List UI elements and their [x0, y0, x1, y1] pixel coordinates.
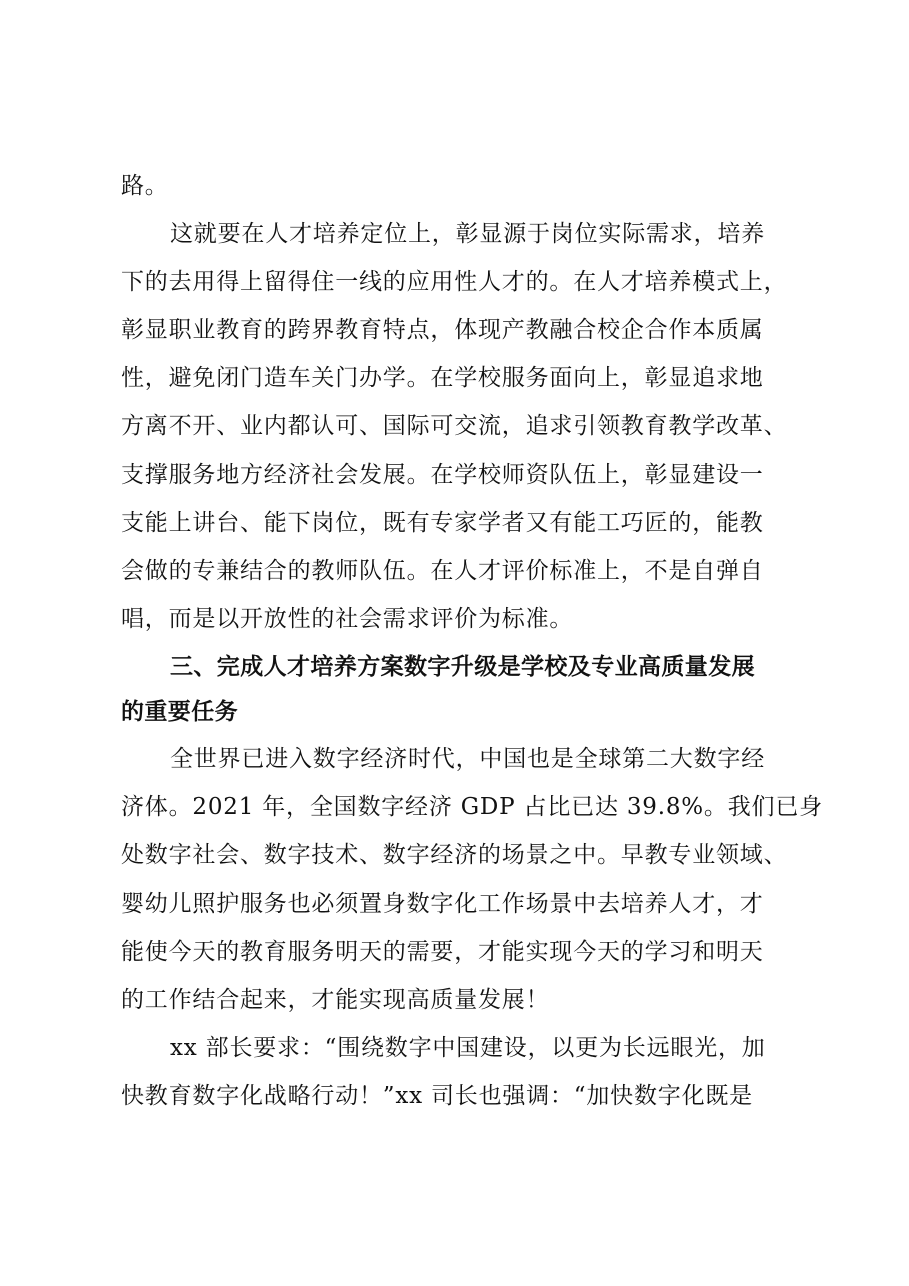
text-line: 处数字社会、数字技术、数字经济的场景之中。早教专业领域、: [121, 842, 788, 868]
text-line: 下的去用得上留得住一线的应用性人才的。在人才培养模式上，: [121, 269, 788, 295]
paragraph-start: 这就要在人才培养定位上，彰显源于岗位实际需求，培养: [170, 221, 765, 247]
text-line: 方离不开、业内都认可、国际可交流，追求引领教育教学改革、: [121, 413, 788, 439]
text-line: 支能上讲台、能下岗位，既有专家学者又有能工巧匠的，能教: [121, 510, 764, 536]
section-heading: 三、完成人才培养方案数字升级是学校及专业高质量发展: [170, 654, 755, 680]
paragraph-start: 全世界已进入数字经济时代，中国也是全球第二大数字经: [170, 746, 765, 772]
text-line: 性，避免闭门造车关门办学。在学校服务面向上，彰显追求地: [121, 365, 764, 391]
text-line: 支撑服务地方经济社会发展。在学校师资队伍上，彰显建设一: [121, 462, 764, 488]
text-line: 快教育数字化战略行动！”xx 司长也强调：“加快数字化既是: [121, 1083, 753, 1109]
paragraph-start: xx 部长要求：“围绕数字中国建设，以更为长远眼光，加: [170, 1035, 766, 1061]
text-line: 能使今天的教育服务明天的需要，才能实现今天的学习和明天: [121, 939, 764, 965]
text-line: 会做的专兼结合的教师队伍。在人才评价标准上，不是自弹自: [121, 558, 764, 584]
text-line: 济体。2021 年，全国数字经济 GDP 占比已达 39.8%。我们已身: [121, 794, 823, 820]
section-heading-continued: 的重要任务: [121, 699, 238, 725]
text-line: 的工作结合起来，才能实现高质量发展！: [121, 987, 550, 1013]
text-line: 路。: [121, 173, 169, 199]
text-line: 彰显职业教育的跨界教育特点，体现产教融合校企合作本质属: [121, 317, 764, 343]
text-line: 唱，而是以开放性的社会需求评价为标准。: [121, 606, 574, 632]
text-line: 婴幼儿照护服务也必须置身数字化工作场景中去培养人才，才: [121, 891, 764, 917]
